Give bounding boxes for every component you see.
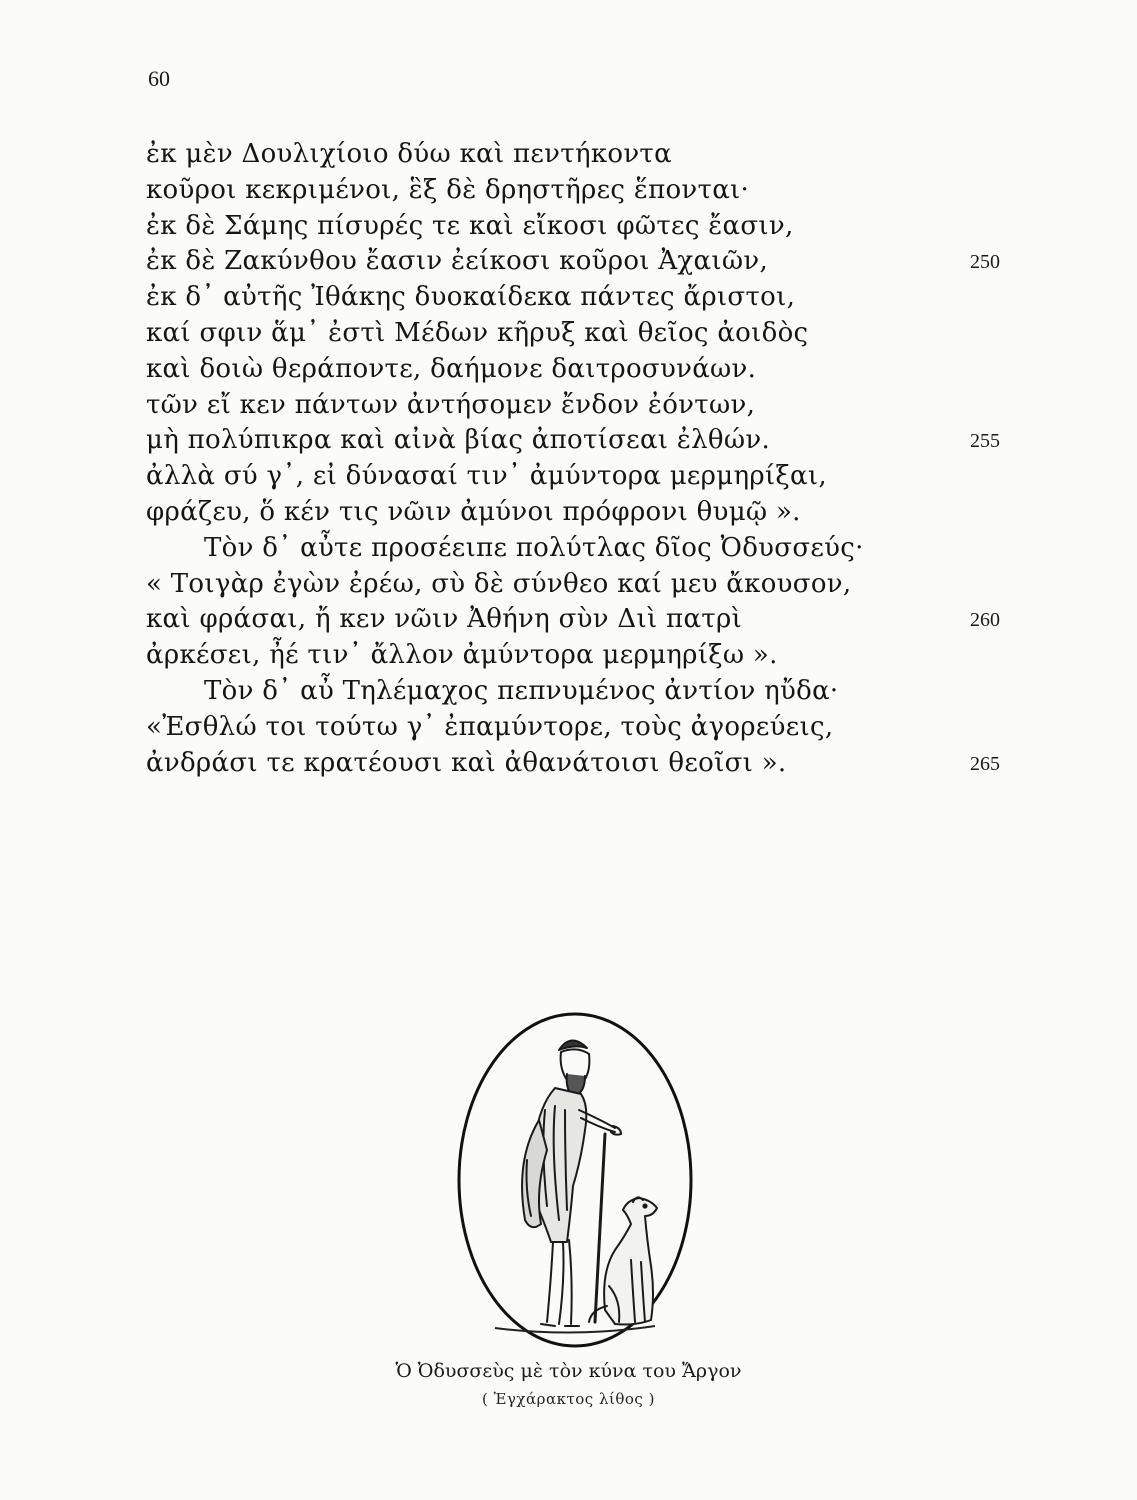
verse-line: κοῦροι κεκριμένοι, ἓξ δὲ δρηστῆρες ἕπονται· xyxy=(146,174,750,205)
verse-line: «Ἐσθλώ τοι τούτω γ᾽ ἐπαμύντορε, τοὺς ἀγορεύεις, xyxy=(146,711,834,742)
line-number: 255 xyxy=(970,430,1000,453)
figure-subcaption: ( Ἐγχάρακτος λίθος ) xyxy=(482,1390,655,1408)
verse-line: μὴ πολύπικρα καὶ αἰνὰ βίας ἀποτίσεαι ἐλθών. xyxy=(146,425,771,456)
line-number: 250 xyxy=(970,251,1000,274)
verse-line: ἐκ μὲν Δουλιχίοιο δύω καὶ πεντήκοντα xyxy=(146,139,672,169)
line-number: 260 xyxy=(970,609,1000,632)
verse-line: ἀρκέσει, ἦέ τιν᾽ ἄλλον ἀμύντορα μερμηρίξω ». xyxy=(146,640,778,671)
verse-line: ἀνδράσι τε κρατέουσι καὶ ἀθανάτοισι θεοῖσι ». xyxy=(146,747,787,778)
verse-line: Τὸν δ᾽ αὖτε προσέειπε πολύτλας δῖος Ὀδυσσεύς· xyxy=(204,532,864,563)
verse-line: καὶ δοιὼ θεράποντε, δαήμονε δαιτροσυνάων. xyxy=(146,353,757,384)
verse-line: φράζευ, ὅ κέν τις νῶιν ἀμύνοι πρόφρονι θυμῷ ». xyxy=(146,497,801,527)
verse-line: ἐκ δὲ Ζακύνθου ἔασιν ἐείκοσι κοῦροι Ἀχαιῶν, xyxy=(146,246,769,277)
line-number: 265 xyxy=(970,752,1000,775)
verse-line: ἐκ δὲ Σάμης πίσυρές τε καὶ εἴκοσι φῶτες ἔασιν, xyxy=(146,210,794,241)
verse-line: ἀλλὰ σύ γ᾽, εἰ δύνασαί τιν᾽ ἀμύντορα μερμηρίξαι, xyxy=(146,461,827,492)
engraved-gem-illustration xyxy=(455,1010,695,1350)
verse-line: τῶν εἴ κεν πάντων ἀντήσομεν ἔνδον ἐόντων, xyxy=(146,389,756,420)
verse-line: Τὸν δ᾽ αὖ Τηλέμαχος πεπνυμένος ἀντίον ηὔδα· xyxy=(204,676,839,706)
verse-line: καὶ φράσαι, ἤ κεν νῶιν Ἀθήνη σὺν Διὶ πατρὶ xyxy=(146,604,743,635)
page-number: 60 xyxy=(148,66,170,91)
figure-caption: Ὁ Ὀδυσσεὺς μὲ τὸν κύνα του Ἄργον xyxy=(395,1360,742,1382)
verse-line: « Τοιγὰρ ἐγὼν ἐρέω, σὺ δὲ σύνθεο καί μευ ἄκουσον, xyxy=(146,568,852,599)
verse-line: καί σφιν ἅμ᾽ ἐστὶ Μέδων κῆρυξ καὶ θεῖος ἀοιδὸς xyxy=(146,318,809,348)
verse-line: ἐκ δ᾽ αὐτῆς Ἰθάκης δυοκαίδεκα πάντες ἄριστοι, xyxy=(146,282,796,313)
